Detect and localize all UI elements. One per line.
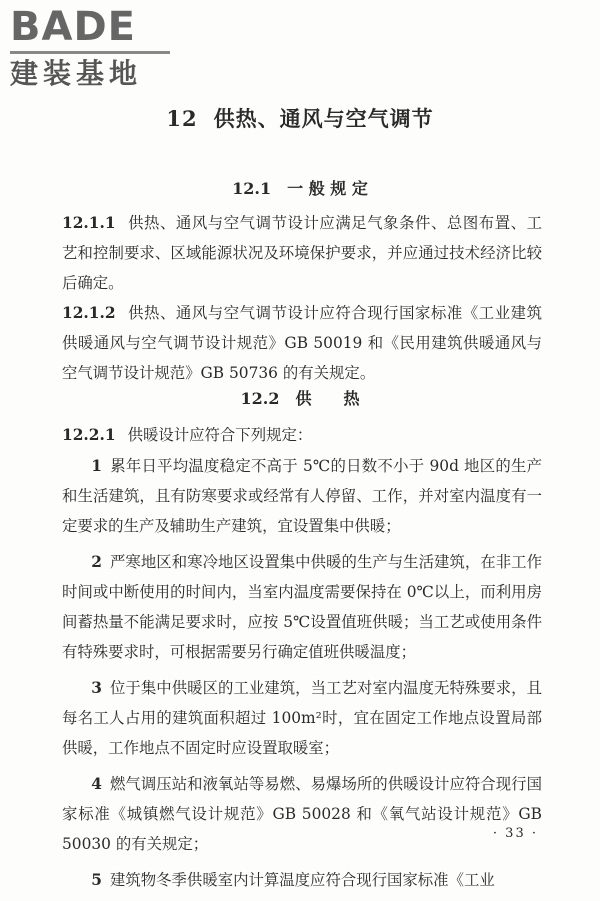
item-text: 建筑物冬季供暖室内计算温度应符合现行国家标准《工业 [109, 871, 495, 889]
logo-subtitle: 建装基地 [10, 57, 143, 90]
clause-number: 12.1.1 [62, 214, 116, 232]
clause-text: 供热、通风与空气调节设计应满足气象条件、总图布置、工艺和控制要求、区域能源状况及环境保护要求，并应通过技术经济比较后确定。 [62, 214, 542, 292]
item-text: 累年日平均温度稳定不高于 5℃的日数不小于 90d 地区的生产和生活建筑，且有防寒要求或经常有人停留、工作，并对室内温度有一定要求的生产及辅助生产建筑，宜设置集中供暖； [62, 457, 542, 535]
section-number: 12.1 [232, 179, 272, 198]
list-item [62, 451, 542, 541]
logo [10, 6, 180, 90]
list-item [62, 673, 542, 763]
item-number: 2 [91, 553, 102, 571]
section-heading-heating [0, 386, 600, 409]
section-title: 一 般 规 定 [287, 179, 368, 198]
clause-12-1-1 [62, 208, 542, 298]
logo-divider [10, 51, 170, 54]
clause-text: 供热、通风与空气调节设计应符合现行国家标准《工业建筑供暖通风与空气调节设计规范》GB 50019 和《民用建筑供暖通风与空气调节设计规范》GB 50736 的有关规定。 [62, 304, 542, 382]
clause-number: 12.1.2 [62, 304, 116, 322]
clause-items [62, 451, 542, 901]
item-number: 3 [91, 679, 102, 697]
clause-12-2-1 [62, 420, 542, 450]
logo-text: BADE [10, 4, 136, 50]
item-number: 1 [91, 457, 102, 475]
chapter-heading [0, 103, 600, 133]
item-number: 4 [91, 775, 102, 793]
section-title: 供 热 [295, 389, 360, 408]
clause-text: 供暖设计应符合下列规定： [127, 426, 313, 444]
clause-number: 12.2.1 [62, 426, 116, 444]
item-text: 位于集中供暖区的工业建筑，当工艺对室内温度无特殊要求，且每名工人占用的建筑面积超过 100m²时，宜在固定工作地点设置局部供暖，工作地点不固定时应设置取暖室； [62, 679, 542, 757]
item-text: 燃气调压站和液氧站等易燃、易爆场所的供暖设计应符合现行国家标准《城镇燃气设计规范》GB 50028 和《氧气站设计规范》GB 50030 的有关规定； [62, 775, 542, 853]
chapter-number: 12 [166, 106, 198, 131]
item-text: 严寒地区和寒冷地区设置集中供暖的生产与生活建筑，在非工作时间或中断使用的时间内，当室内温度需要保持在 0℃以上，而利用房间蓄热量不能满足要求时，应按 5℃设置值班供暖；当工艺或使用条件有特殊要求时，可根据需要另行确定值班供暖温度； [62, 553, 542, 661]
logo-wordmark [10, 6, 180, 48]
item-number: 5 [91, 871, 102, 889]
section-number: 12.2 [240, 389, 280, 408]
list-item [62, 865, 542, 895]
clause-12-1-2 [62, 298, 542, 388]
page-number: · 33 · [492, 826, 538, 841]
list-item [62, 769, 542, 859]
section-heading-general [0, 176, 600, 199]
chapter-title: 供热、通风与空气调节 [213, 106, 434, 131]
list-item [62, 547, 542, 667]
